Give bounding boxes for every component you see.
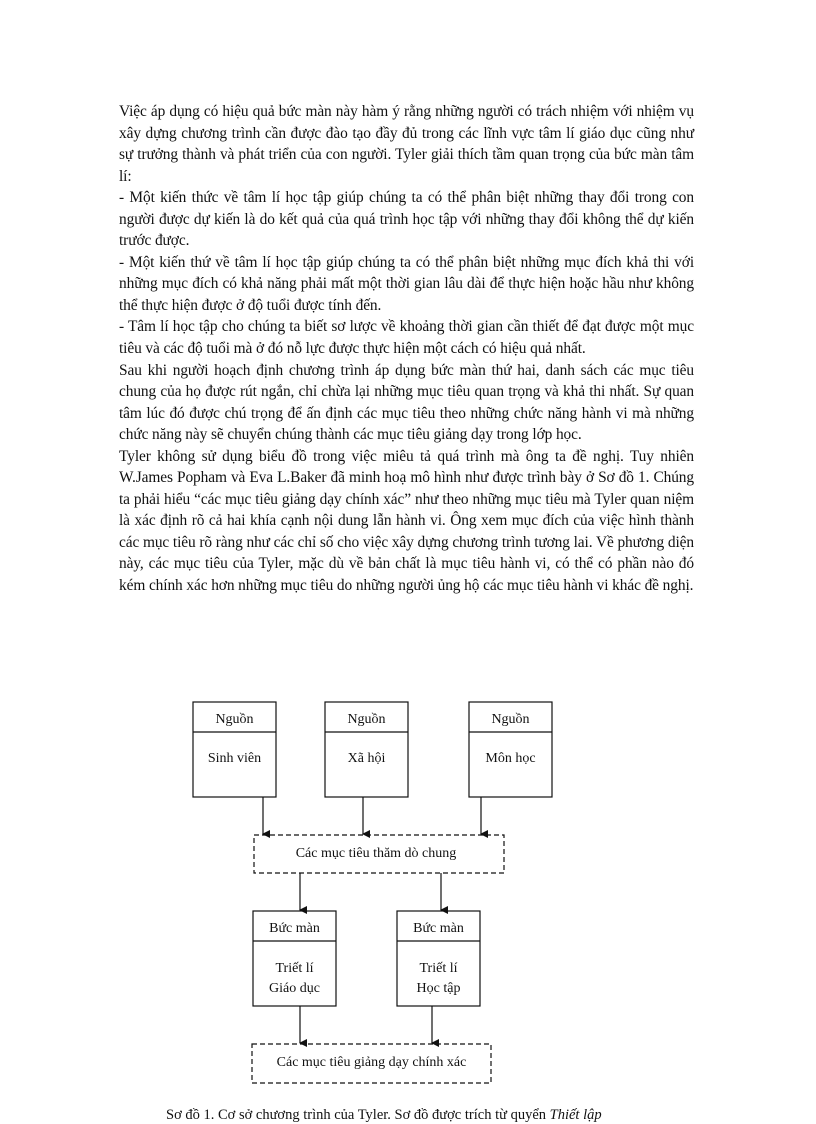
screen-line-philosophy-1: Triết lí <box>275 961 314 976</box>
screen-line-philosophy-2: Giáo dục <box>269 981 320 996</box>
source-header-1: Nguồn <box>215 712 254 727</box>
source-header-2: Nguồn <box>347 712 386 727</box>
source-box-students <box>193 702 276 797</box>
screen-box-learning <box>397 911 480 1006</box>
caption-book-title: Thiết lập <box>549 1107 602 1123</box>
paragraph-popham-baker: Tyler không sử dụng biểu đồ trong việc miêu tả quá trình mà ông ta đề nghị. Tuy nhiên W.James Popham và Eva L.Baker đã minh hoạ mô hình như được trình bày ở Sơ đồ 1. Chúng ta phải hiểu “các mục tiêu giảng dạy chính xác” như theo những mục tiêu mà Tyler quan niệm là xác định rõ cả hai khía cạnh nội dung lẫn hành vi. Ông xem mục đích của việc hình thành các mục tiêu rõ ràng như các chỉ số cho việc xây dựng chương trình tương lai. Về phương diện này, các mục tiêu của Tyler, mặc dù về bản chất là mục tiêu hành vi, có thể có phần nào đó kém chính xác hơn những mục tiêu do những người ủng hộ các mục tiêu hành vi khác đề nghị. <box>119 447 694 595</box>
general-objectives-box <box>254 835 504 873</box>
paragraph-second-screen: Sau khi người hoạch định chương trình áp dụng bức màn thứ hai, danh sách các mục tiêu chung của họ được rút ngắn, chỉ chừa lại những mục tiêu quan trọng và khả thi nhất. Sự quan tâm lúc đó được chú trọng để ấn định các mục tiêu theo những chức năng hành vi mà những chức năng này sẽ chuyển chúng thành các mục tiêu giảng dạy trong lớp học. <box>119 361 694 444</box>
paragraph-bullet-1: - Một kiến thức về tâm lí học tập giúp chúng ta có thể phân biệt những thay đổi trong con người được dự kiến là do kết quả của quá trình học tập với những thay đổi không thể dự kiến trước được. <box>119 189 694 250</box>
precise-objectives-box <box>252 1044 491 1083</box>
screen-header-1: Bức màn <box>269 921 320 936</box>
precise-objectives-label: Các mục tiêu giảng dạy chính xác <box>276 1055 467 1070</box>
general-objectives-label: Các mục tiêu thăm dò chung <box>295 846 457 861</box>
screen-box-philosophy <box>253 911 336 1006</box>
source-box-society <box>325 702 408 797</box>
source-label-subject: Môn học <box>485 751 536 766</box>
source-box-subject <box>469 702 552 797</box>
source-label-students: Sinh viên <box>207 751 262 766</box>
source-header-3: Nguồn <box>491 712 530 727</box>
paragraph-bullet-2: - Một kiến thứ về tâm lí học tập giúp chúng ta có thể phân biệt những mục đích khả thi với những mục đích có khả năng phải mất một thời gian lâu dài để thực hiện hoặc hầu như không thể thực hiện được ở độ tuổi được tính đến. <box>119 253 694 314</box>
caption-text: Sơ đồ 1. Cơ sở chương trình của Tyler. Sơ đồ được trích từ quyển <box>166 1107 547 1123</box>
source-label-society: Xã hội <box>347 751 386 766</box>
paragraph-bullet-3: - Tâm lí học tập cho chúng ta biết sơ lược về khoảng thời gian cần thiết để đạt được một mục tiêu và các độ tuổi mà ở đó nỗ lực được thực hiện một cách có hiệu quả nhất. <box>119 318 694 358</box>
paragraph-intro: Việc áp dụng có hiệu quả bức màn này hàm ý rằng những người có trách nhiệm với nhiệm vụ xây dựng chương trình cần được đào tạo đầy đủ trong các lĩnh vực tâm lí giáo dục cũng như sự trưởng thành và phát triển của con người. Tyler giải thích tầm quan trọng của bức màn tâm lí: <box>119 103 694 185</box>
figure-caption <box>166 1106 726 1124</box>
screen-header-2: Bức màn <box>413 921 464 936</box>
screen-line-learning-1: Triết lí <box>419 961 458 976</box>
screen-line-learning-2: Học tập <box>416 981 461 996</box>
